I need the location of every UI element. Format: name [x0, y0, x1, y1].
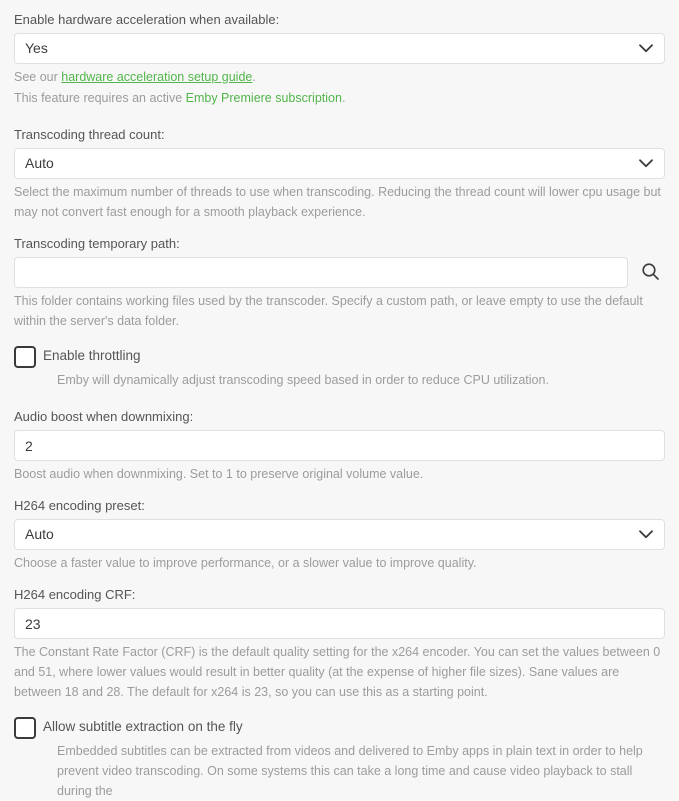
premiere-prefix: This feature requires an active	[14, 91, 186, 105]
thread-count-helper: Select the maximum number of threads to use when transcoding. Reducing the thread count will lower cpu usage but may not convert fast enough for a smooth playback experience.	[14, 185, 661, 219]
audio-boost-field	[14, 409, 665, 484]
helper-suffix: .	[252, 70, 256, 84]
throttling-helper: Emby will dynamically adjust transcoding speed based in order to reduce CPU utilization.	[57, 373, 549, 387]
hardware-acceleration-field	[14, 12, 665, 108]
emby-premiere-subscription-text: Emby Premiere subscription	[185, 91, 342, 105]
temp-path-browse-button[interactable]	[632, 257, 668, 288]
h264-preset-select-wrap	[14, 519, 665, 550]
throttling-checkbox[interactable]	[14, 346, 36, 368]
temp-path-field	[14, 236, 665, 331]
thread-count-select[interactable]: Auto	[14, 148, 665, 179]
h264-preset-label: H264 encoding preset:	[14, 498, 145, 513]
hardware-acceleration-label: Enable hardware acceleration when available:	[14, 12, 280, 27]
subtitle-extraction-label[interactable]: Allow subtitle extraction on the fly	[43, 719, 243, 734]
helper-prefix: See our	[14, 70, 62, 84]
hardware-acceleration-premiere-line	[14, 88, 665, 108]
temp-path-helper: This folder contains working files used by the transcoder. Specify a custom path, or leave empty to use the default within the server's data folder.	[14, 294, 643, 328]
h264-preset-select[interactable]: Auto	[14, 519, 665, 550]
temp-path-label: Transcoding temporary path:	[14, 236, 180, 251]
h264-crf-label: H264 encoding CRF:	[14, 587, 136, 602]
temp-path-input[interactable]	[14, 257, 628, 288]
thread-count-field	[14, 127, 665, 222]
h264-preset-helper: Choose a faster value to improve performance, or a slower value to improve quality.	[14, 556, 477, 570]
hardware-acceleration-select[interactable]: Yes	[14, 33, 665, 64]
premiere-suffix: .	[341, 91, 346, 105]
thread-count-label: Transcoding thread count:	[14, 127, 165, 142]
hardware-acceleration-setup-guide-link[interactable]: hardware acceleration setup guide	[61, 70, 253, 84]
audio-boost-input[interactable]	[14, 430, 665, 461]
hardware-acceleration-select-wrap	[14, 33, 665, 64]
h264-preset-field	[14, 498, 665, 573]
subtitle-extraction-checkbox[interactable]	[14, 717, 36, 739]
h264-crf-helper: The Constant Rate Factor (CRF) is the default quality setting for the x264 encoder. You can set the values between 0 and 51, where lower values would result in better quality (at the expense of higher file sizes). Sane values are between 18 and 28. The default for x264 is 23, so you can use this as a starting point.	[14, 645, 661, 699]
subtitle-extraction-checkbox-row[interactable]	[14, 716, 665, 739]
h264-crf-field	[14, 587, 665, 702]
search-icon	[641, 262, 660, 284]
thread-count-select-wrap	[14, 148, 665, 179]
audio-boost-helper: Boost audio when downmixing. Set to 1 to preserve original volume value.	[14, 467, 424, 481]
throttling-checkbox-row[interactable]	[14, 345, 665, 368]
h264-crf-input[interactable]	[14, 608, 665, 639]
temp-path-input-row	[14, 257, 679, 288]
subtitle-extraction-helper: Embedded subtitles can be extracted from videos and delivered to Emby apps in plain text in order to help prevent video transcoding. On some systems this can take a long time and cause video playback to stall during the	[57, 744, 643, 798]
throttling-label[interactable]: Enable throttling	[43, 348, 141, 363]
subtitle-extraction-field	[14, 716, 665, 801]
hardware-acceleration-helper-link-line	[14, 67, 665, 87]
audio-boost-label: Audio boost when downmixing:	[14, 409, 194, 424]
throttling-field	[14, 345, 665, 390]
